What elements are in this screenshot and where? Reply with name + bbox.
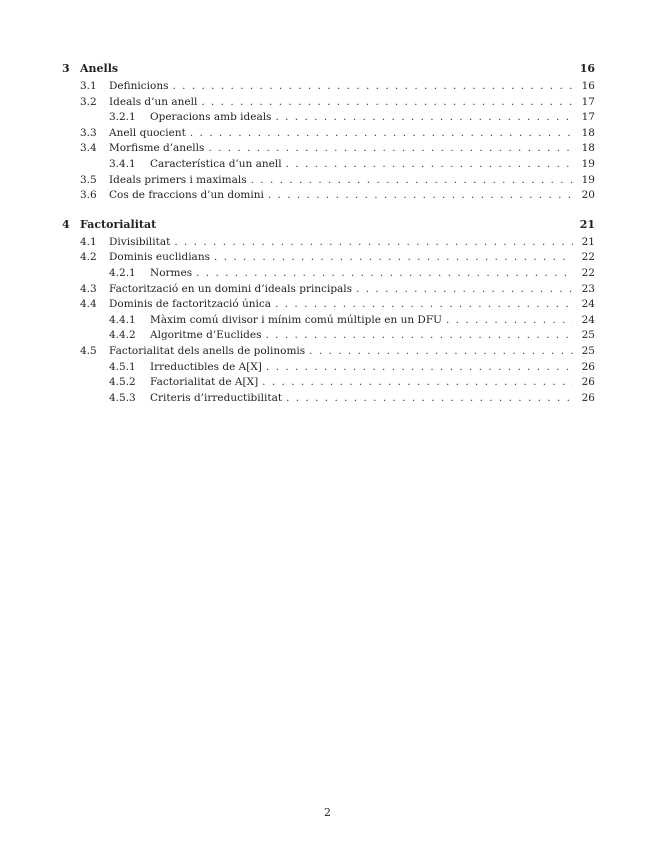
- subsection-title: Normes: [150, 266, 193, 279]
- toc-subsection[interactable]: [62, 157, 595, 173]
- subsection-title: Característica d’un anell: [150, 157, 282, 170]
- table-of-contents: [62, 62, 595, 406]
- section-page: 16: [581, 80, 595, 92]
- subsection-title: Algoritme d’Euclides: [150, 329, 262, 342]
- section-number: 4.4: [80, 298, 97, 311]
- subsection-number: 4.2.1: [109, 266, 136, 279]
- section-page: 20: [581, 189, 595, 202]
- chapter-title: Factorialitat: [80, 217, 157, 231]
- dot-leader: [266, 328, 574, 344]
- section-title: Anell quocient: [109, 126, 186, 139]
- section-title: Factorització en un domini d’ideals principals: [109, 282, 353, 295]
- dot-leader: [262, 375, 573, 391]
- subsection-title: Factorialitat de A[X]: [150, 376, 259, 389]
- section-title: Dominis de factorització única: [109, 298, 272, 311]
- section-page: 22: [581, 251, 595, 264]
- chapter-number: 3: [62, 62, 70, 75]
- dot-leader: [309, 344, 573, 360]
- section-page: 18: [581, 142, 595, 155]
- section-number: 3.4: [80, 142, 97, 155]
- section-number: 3.3: [80, 126, 97, 139]
- subsection-title: Irreductibles de A[X]: [150, 360, 262, 373]
- toc-section[interactable]: [62, 79, 595, 95]
- toc-subsection[interactable]: [62, 328, 595, 344]
- toc-section[interactable]: [62, 188, 595, 204]
- section-number: 4.2: [80, 251, 97, 264]
- section-title: Factorialitat dels anells de polinomis: [109, 344, 306, 357]
- toc-section[interactable]: [62, 141, 595, 157]
- section-number: 3.5: [80, 173, 97, 186]
- section-number: 3.6: [80, 189, 97, 202]
- chapter-number: 4: [62, 217, 70, 231]
- subsection-number: 3.4.1: [109, 157, 136, 170]
- dot-leader: [275, 110, 573, 126]
- subsection-title: Operacions amb ideals: [150, 111, 272, 124]
- section-title: Divisibilitat: [109, 235, 171, 248]
- dot-leader: [201, 95, 573, 111]
- dot-leader: [356, 282, 573, 298]
- toc-section[interactable]: [62, 282, 595, 298]
- toc-section[interactable]: [62, 297, 595, 313]
- chapter-page: 21: [579, 217, 595, 231]
- toc-subsection[interactable]: [62, 313, 595, 329]
- dot-leader: [286, 157, 573, 173]
- subsection-number: 4.4.1: [109, 313, 136, 326]
- section-page: 18: [581, 126, 595, 139]
- subsection-page: 19: [581, 157, 595, 170]
- section-number: 4.1: [80, 235, 97, 248]
- chapter-gap: [62, 204, 595, 218]
- section-title: Ideals primers i maximals: [109, 173, 247, 186]
- dot-leader: [174, 235, 573, 251]
- section-page: 19: [581, 173, 595, 186]
- toc-section[interactable]: [62, 344, 595, 360]
- toc-section[interactable]: [62, 95, 595, 111]
- toc-section[interactable]: [62, 250, 595, 266]
- dot-leader: [208, 141, 573, 157]
- section-page: 24: [581, 298, 595, 311]
- section-number: 4.3: [80, 282, 97, 295]
- section-title: Morfisme d’anells: [109, 142, 205, 155]
- subsection-page: 25: [581, 329, 595, 342]
- dot-leader: [275, 297, 573, 313]
- section-page: 23: [581, 282, 595, 295]
- chapter-title: Anells: [80, 62, 119, 75]
- toc-subsection[interactable]: [62, 391, 595, 407]
- dot-leader: [190, 126, 573, 142]
- subsection-page: 24: [581, 313, 595, 326]
- subsection-title: Màxim comú divisor i mínim comú múltiple en un DFU: [150, 313, 442, 326]
- section-title: Dominis euclidians: [109, 251, 210, 264]
- dot-leader: [268, 188, 573, 204]
- toc-section[interactable]: [62, 235, 595, 251]
- toc-section[interactable]: [62, 126, 595, 142]
- dot-leader: [446, 313, 573, 329]
- subsection-page: 26: [581, 360, 595, 373]
- toc-subsection[interactable]: [62, 375, 595, 391]
- section-page: 25: [581, 344, 595, 357]
- page-number: 2: [324, 806, 331, 819]
- section-page: 21: [581, 235, 595, 248]
- toc-chapter[interactable]: [62, 218, 595, 235]
- subsection-page: 26: [581, 376, 595, 389]
- section-number: 3.2: [80, 95, 97, 108]
- section-number: 4.5: [80, 344, 97, 357]
- section-number: 3.1: [80, 80, 97, 92]
- section-page: 17: [581, 95, 595, 108]
- section-title: Cos de fraccions d’un domini: [109, 189, 264, 202]
- subsection-number: 4.5.3: [109, 391, 136, 404]
- section-title: Definicions: [109, 80, 169, 92]
- dot-leader: [172, 79, 573, 95]
- toc-subsection[interactable]: [62, 266, 595, 282]
- dot-leader: [286, 391, 573, 407]
- dot-leader: [251, 173, 573, 189]
- subsection-page: 17: [581, 111, 595, 124]
- dot-leader: [266, 360, 573, 376]
- subsection-page: 26: [581, 391, 595, 404]
- dot-leader: [196, 266, 573, 282]
- toc-chapter[interactable]: [62, 62, 595, 79]
- subsection-number: 4.5.1: [109, 360, 136, 373]
- subsection-number: 4.4.2: [109, 329, 136, 342]
- dot-leader: [214, 250, 573, 266]
- section-title: Ideals d’un anell: [109, 95, 198, 108]
- subsection-number: 3.2.1: [109, 111, 136, 124]
- chapter-page: 16: [579, 62, 595, 75]
- subsection-number: 4.5.2: [109, 376, 136, 389]
- subsection-page: 22: [581, 266, 595, 279]
- subsection-title: Criteris d’irreductibilitat: [150, 391, 283, 404]
- toc-section[interactable]: [62, 173, 595, 189]
- toc-subsection[interactable]: [62, 360, 595, 376]
- toc-subsection[interactable]: [62, 110, 595, 126]
